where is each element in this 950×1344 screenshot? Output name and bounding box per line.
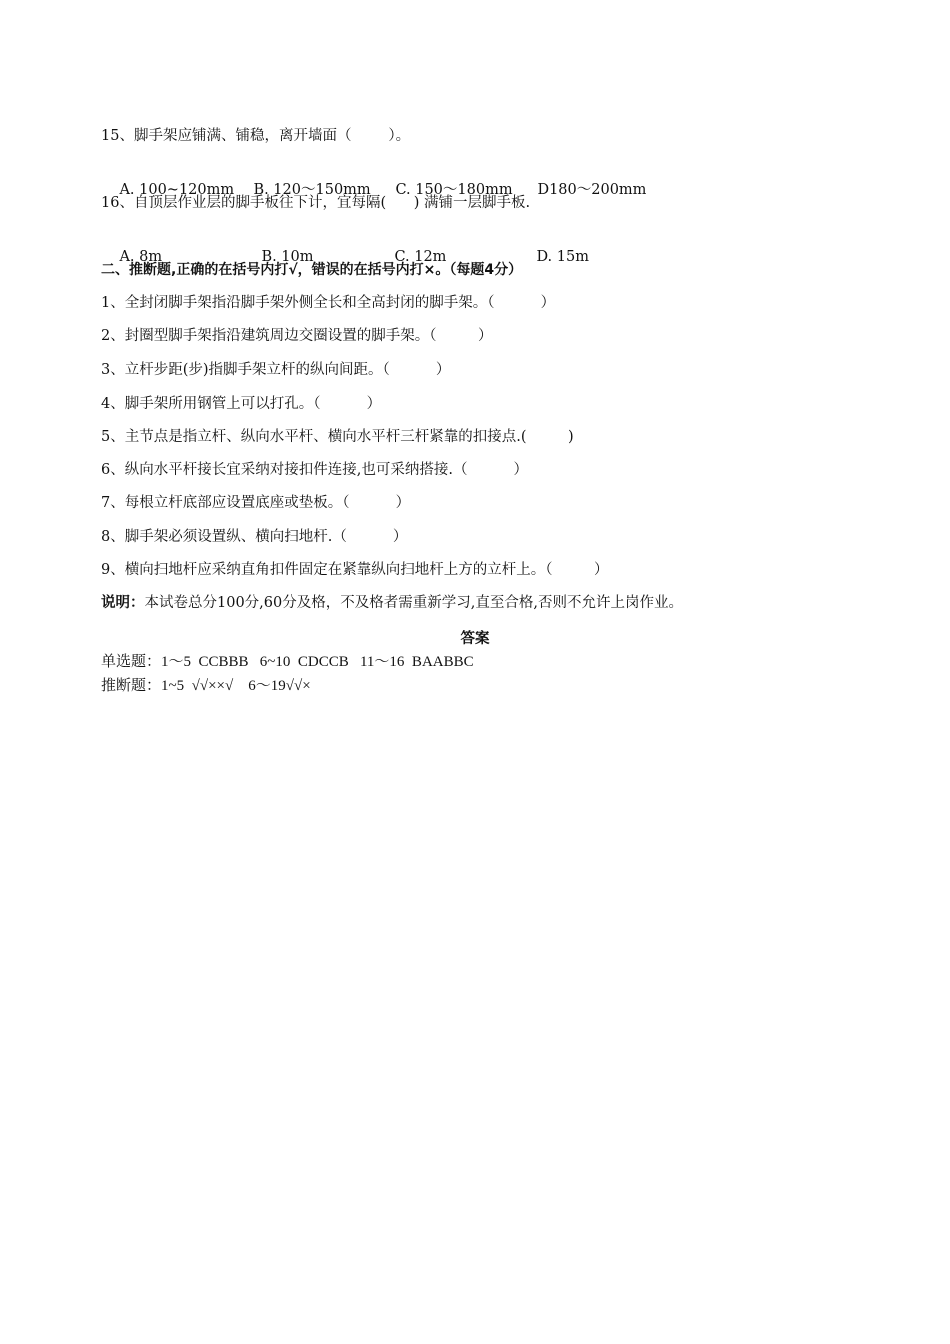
judgement-item: 7、每根立杆底部应设置底座或垫板。（ ） bbox=[101, 495, 411, 511]
question-15: 15、脚手架应铺满、铺稳，离开墙面（ ）。 bbox=[101, 128, 411, 144]
question-16: 16、自顶层作业层的脚手板往下计，宜每隔( ) 满铺一层脚手板. bbox=[101, 195, 531, 211]
option-c: C. 150～180mm bbox=[395, 182, 513, 198]
option-b: B. 120～150mm bbox=[253, 182, 371, 198]
option-d: D. 15m bbox=[536, 249, 589, 265]
judgement-item: 4、脚手架所用钢管上可以打孔。（ ） bbox=[101, 396, 382, 412]
judgement-item: 6、纵向水平杆接长宜采纳对接扣件连接,也可采纳搭接.（ ） bbox=[101, 462, 529, 478]
note-label: 说明： bbox=[101, 595, 145, 611]
section-heading-judgement: 二、推断题,正确的在括号内打√，错误的在括号内打×。（每题4分） bbox=[101, 262, 523, 278]
note-text: 本试卷总分100分,60分及格，不及格者需重新学习,直至合格,否则不允许上岗作业。 bbox=[144, 595, 683, 611]
option-d: D180～200mm bbox=[537, 182, 647, 198]
option-a: A. 100~120mm bbox=[119, 182, 235, 198]
judgement-item: 8、脚手架必须设置纵、横向扫地杆.（ ） bbox=[101, 529, 408, 545]
option-b: B. 10m bbox=[261, 249, 314, 265]
exam-note bbox=[101, 593, 683, 613]
option-c: C. 12m bbox=[394, 249, 447, 265]
judgement-item: 2、封圈型脚手架指沿建筑周边交圈设置的脚手架。（ ） bbox=[101, 328, 493, 344]
judgement-item: 3、立杆步距(步)指脚手架立杆的纵向间距。（ ） bbox=[101, 362, 451, 378]
answers-single-choice: 单选题：1～5 CCBBB 6~10 CDCCB 11～16 BAABBC bbox=[101, 654, 474, 670]
answers-title: 答案 bbox=[460, 631, 490, 647]
answers-judgement: 推断题：1~5 √√××√ 6～19√√× bbox=[101, 678, 311, 694]
judgement-item: 1、全封闭脚手架指沿脚手架外侧全长和全高封闭的脚手架。（ ） bbox=[101, 295, 556, 311]
option-a: A. 8m bbox=[119, 249, 163, 265]
judgement-item: 9、横向扫地杆应采纳直角扣件固定在紧靠纵向扫地杆上方的立杆上。（ ） bbox=[101, 562, 609, 578]
judgement-item: 5、主节点是指立杆、纵向水平杆、横向水平杆三杆紧靠的扣接点.( ) bbox=[101, 429, 574, 445]
